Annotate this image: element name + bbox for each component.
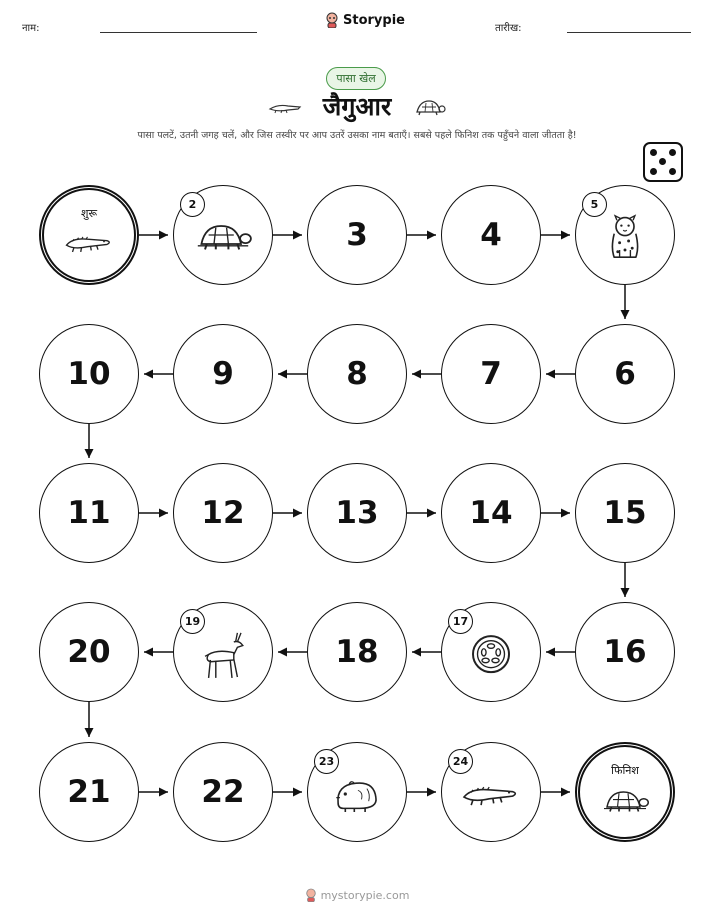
guinea-pig-icon [333,774,382,814]
cell-number: 6 [614,356,636,392]
cell-number: 4 [480,217,502,253]
number-cell-20 [39,602,139,702]
cell-number: 12 [201,495,245,531]
number-cell-6 [575,324,675,424]
cell-number: 5 [582,192,607,217]
picture-cell-24 [441,742,541,842]
cell-number: 23 [314,749,339,774]
number-cell-21 [39,742,139,842]
number-cell-12 [173,463,273,563]
deer-icon [198,629,248,679]
number-cell-22 [173,742,273,842]
number-cell-11 [39,463,139,563]
cell-number: 10 [67,356,111,392]
number-cell-9 [173,324,273,424]
start-label: शुरू [80,207,98,220]
picture-cell-2 [173,185,273,285]
number-cell-15 [575,463,675,563]
finish-cell [575,742,675,842]
cell-number: 19 [180,609,205,634]
cell-number: 2 [180,192,205,217]
number-cell-8 [307,324,407,424]
nest-icon [469,633,512,676]
cell-number: 8 [346,356,368,392]
cell-number: 18 [335,634,379,670]
tortoise-icon [601,786,649,816]
tortoise-icon [194,219,252,255]
footer [0,888,714,902]
cell-number: 21 [67,774,111,810]
cell-number: 7 [480,356,502,392]
crocodile-icon [65,230,113,254]
cell-number: 24 [448,749,473,774]
cell-number: 14 [469,495,513,531]
number-cell-10 [39,324,139,424]
cell-number: 15 [603,495,647,531]
name-label: नाम: [22,23,40,34]
cell-number: 16 [603,634,647,670]
picture-cell-5 [575,185,675,285]
date-label: तारीख: [495,23,522,34]
cell-number: 22 [201,774,245,810]
number-cell-16 [575,602,675,702]
start-cell [39,185,139,285]
cell-number: 9 [212,356,234,392]
brand-name: Storypie [343,12,405,28]
crocodile-icon [462,779,520,808]
cell-number: 3 [346,217,368,253]
cell-number: 20 [67,634,111,670]
number-cell-7 [441,324,541,424]
storypie-mascot-icon [305,888,317,902]
number-cell-18 [307,602,407,702]
footer-url: mystorypie.com [320,888,410,902]
cell-number: 17 [448,609,473,634]
number-cell-4 [441,185,541,285]
number-cell-13 [307,463,407,563]
finish-label: फिनिश [611,764,639,777]
game-type-badge: पासा खेल [326,67,386,90]
picture-cell-23 [307,742,407,842]
cell-number: 11 [67,495,111,531]
picture-cell-19 [173,602,273,702]
cell-number: 13 [335,495,379,531]
instructions: पासा पलटें, उतनी जगह चलें, और जिस तस्वीर पर आप उतरें उसका नाम बताएँ। सबसे पहले फिनिश तक पहुँचने वाला जीतता है! [137,130,577,141]
jaguar-icon [598,214,652,261]
number-cell-14 [441,463,541,563]
title-text: जैगुआर [322,92,392,121]
picture-cell-17 [441,602,541,702]
number-cell-3 [307,185,407,285]
